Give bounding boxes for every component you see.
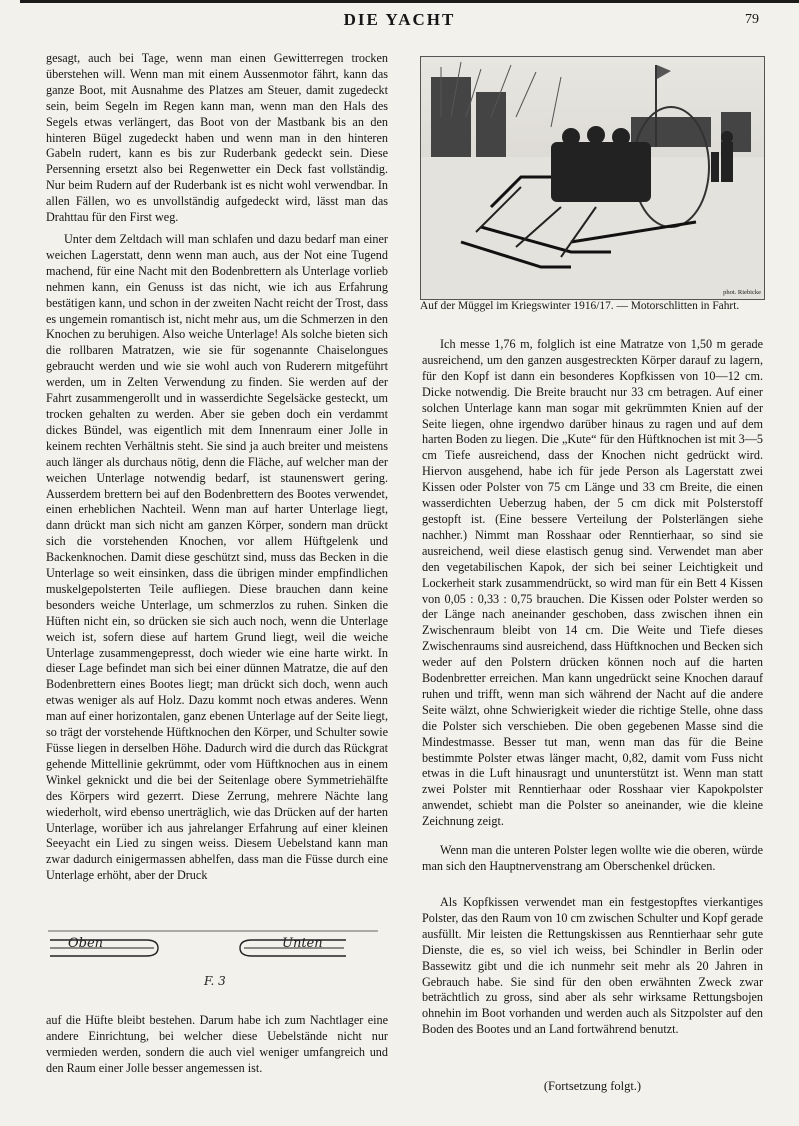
right-column-end [422,895,763,1038]
motor-sled-photo [420,56,765,300]
left-column-main [46,232,388,884]
paragraph: Ich messe 1,76 m, folglich ist eine Matratze von 1,50 m gerade ausreichend, um den ganzen ausgestreckten Körper darauf zu lagern, für den Kopf ist dann ein besonderes Kopfkissen von 10—12 cm. Dicke notwendig. Die Breite braucht nur 33 cm betragen. Auf einer solchen Unterlage kann man sogar mit gekrümmten Knien auf der Seite liegen, ohne irgendwo darüber hinaus zu ragen und auf dem harten Boden zu liegen. Die „Kute“ für den Hüftknochen ist mit 3—5 cm Tiefe ausreichend, dass der Knochen nicht gedrückt wird. Hiervon ausgehend, habe ich für jede Person als Lagerstatt zwei Kissen oder Polster von 75 cm Länge und 33 cm Breite, die einen wasserdichten Ueberzug haben, der 5 cm dick mit Polsterstoff gestopft ist. (Eine bessere Verteilung der Polsterlängen siehe nachher.) Nimmt man Rosshaar oder Renntierhaar, so sind sie ausreichend, weil diese elastisch genug sind. Verwendet man aber den vegetabilischen Kapok, der sich bei seiner Leichtigkeit und Lockerheit stark zusammendrückt, so wird man für ein Bett 4 Kissen von 0,05 : 0,33 : 0,75 brauchen. Die Kissen oder Polster werden so der Länge nach aneinander geschoben, dass zwischen ihnen ein Zwischenraum bleibt von 14 cm. Die Weite und Tiefe dieses Zwischenraums sind ausreichend, dass Hüftknochen und Becken sich weder auf den Polstern drücken können noch auf die harten Bodenbretter erreichen. Man kann ungedrückt seine Knochen darauf ruhen und trifft, wenn man sich während der Nacht auf die andere Seite wälzt, ohne Schwierigkeit wieder die richtige Stelle, ohne dass die Polster sich verschieben. Die oben gegebenen Masse sind die Mindestmasse. Besser tut man, wenn man das für die Beine bestimmte Polster etwas länger macht, 0,82, damit vom Fuss nicht etwas in die Luft hinausragt und ununterstützt ist. Wenn man statt zwei Polster mit Renntierhaar oder Rosshaar vier Kapokpolster anwendet, schiebt man die Polster so aneinander, wie die kleine Zeichnung zeigt. [422,337,763,829]
sketch-label-oben: Oben [68,936,104,951]
paragraph: Unter dem Zeltdach will man schlafen und dazu bedarf man einer weichen Lagerstatt, denn wenn man auch, aus der Not eine Tugend machend, für eine Nacht mit den Bodenbrettern als Unterlage vorlieb nehmen kann, ein Genuss ist das nicht, wie ich aus Erfahrung bestätigen kann, und schon in der zweiten Nacht reicht der Trost, dass es ungemein romantisch ist, nicht mehr aus, um die Schmerzen in den Knochen zu beruhigen. Also weiche Unterlage! Als solche bieten sich die rollbaren Matratzen, wie sie für sogenannte Chaiselongues gebraucht werden und wie sie wohl auch von Ruderern mitgeführt werden, um in Zelten Verwendung zu finden. Sie werden auf der Fahrt zusammengerollt und in wasserdichte Segelsäcke gesteckt, um trocken gehalten zu werden. Aber sie geben doch ein verdammt dickes Bündel, was eigentlich mit dem Innenraum einer Jolle in keinem rechten Verhältnis steht. Sie sind ja auch breiter und meistens auch länger als durchaus nötig, denn die Fläche, auf welcher man der weichen Unterlage notwendig bedarf, ist staunenswert gering. Ausserdem brettern bei auf den Bodenbrettern des Bootes verwendet, einen erheblichen Nachteil. Wenn man auf harter Unterlage liegt, dann drückt man sich nicht am ganzen Körper, sondern man drückt sich die vorstehenden Knochen, vor allem Hüftgelenk und Backenknochen. Damit diese geschützt sind, muss das Becken in die Unterlage so weit einsinken, dass die übrigen minder empfindlichen muskelgepolsterten Teile aufliegen. Diese brauchen dann keine besonders weiche Unterlage, um schmerzlos zu ruhen. Sinken die Hüften nicht ein, so drücken sie sich auch noch, wenn die Unterlage weich ist, sofern diese auf hartem Grund liegt, weil die weiche Unterlage zusammengepresst, doch wieder wie eine harte wirkt. In dieser Lage befindet man sich bei einer dünnen Matratze, die auf den Bodenbrettern eines Bootes liegt; man drückt sich doch, wenn auch etwas weniger als auf Holz. Dazu kommt noch etwas anderes. Wenn man auf einer horizontalen, ganz ebenen Unterlage auf der Seite liegt, so trägt der vorstehende Hüftknochen den Körper, und Schulter sowie Füsse liegen in derselben Höhe. Dadurch wird die durch das Rückgrat gehende Mittellinie gekrümmt, oder vom Hüftknochen aus in einem Winkel geknickt und die bei der Seitenlage obere Symmetriehälfte des Körpers wird gezerrt. Diese Zerrung, mehrere Nächte lang wiederholt, wird ebenso unerträglich, wie das Drücken auf der harten Unterlage, worüber ich aus jahrelanger Erfahrung auf einer kleinen Seeyacht ein Lied zu singen weiss. Diesem Uebelstand kann man zwar dadurch einigermassen abhelfen, dass man die Füsse durch eine Unterlage erhöht, aber der Druck [46,232,388,883]
left-column-bottom [46,1013,388,1077]
page-number: 79 [745,12,759,27]
paragraph: gesagt, auch bei Tage, wenn man einen Gewitterregen trocken überstehen will. Wenn man mit einem Aussenmotor fährt, kann das ganze Boot, mit Ausnahme des Platzes am Steuer, damit zugedeckt sein, beim Segeln im Regen kann man, wenn man den Hals des Segels etwas verlängert, das Boot von der Mastbank bis an den hinteren Bügel zugedeckt haben und wenn man in den hinteren Gabeln rudert, kann es bis zur Ruderbank gedeckt sein. Diese Persenning ersetzt also bei Regenwetter ein Deck fast vollständig. Nur beim Rudern auf der Ruderbank ist es nicht wohl verwendbar. In allen Fällen, wo es unvollständig aufgedeckt wird, lässt man das Drahttau für den First weg. [46,51,388,225]
photo-caption [420,289,763,312]
paragraph: Als Kopfkissen verwendet man ein festgestopftes vierkantiges Polster, das den Raum von 10 cm zwischen Schulter und Kopf gerade ausfüllt. Mir leisten die Rettungskissen aus Renntierhaar sehr gute Dienste, die es, so viel ich weiss, bei Schindler in Berlin oder Bassewitz gibt und die ich nunmehr seit mehr als 20 Jahren in Gebrauch habe. Sie sind für den oben erwähnten Zweck zwar beträchtlich zu gross, sind aber als sehr wirksame Rettungsbojen ohnehin im Boot vorhanden und werden auch als Sitzpolster auf den Boden des Bootes und an Land fortwährend benutzt. [422,895,763,1037]
right-column-middle [422,843,763,875]
photo-credit: phot. Riebicke [723,289,761,296]
caption-text: Auf der Müggel im Kriegswinter 1916/17. — Motorschlitten in Fahrt. [420,300,740,312]
paragraph: Wenn man die unteren Polster legen wollte wie die oberen, würde man sich den Hauptnervenstrang am Oberschenkel drücken. [422,843,763,873]
paragraph: auf die Hüfte bleibt bestehen. Darum habe ich zum Nachtlager eine andere Einrichtung, bei welcher diese Uebelstände nicht nur vermieden werden, sondern die auch viel weniger umfangreich und den Raum einer Jolle besser angemessen ist. [46,1013,388,1075]
header-rule [20,0,799,3]
right-column-main [422,337,763,830]
left-column-top [46,51,388,226]
figure-label: F. 3 [204,974,226,988]
continuation-note: (Fortsetzung folgt.) [543,1079,642,1093]
cushion-sketch [46,928,380,990]
sketch-label-unten: Unten [282,936,323,951]
photo-illustration [421,57,764,299]
running-title: DIE YACHT [343,10,456,29]
